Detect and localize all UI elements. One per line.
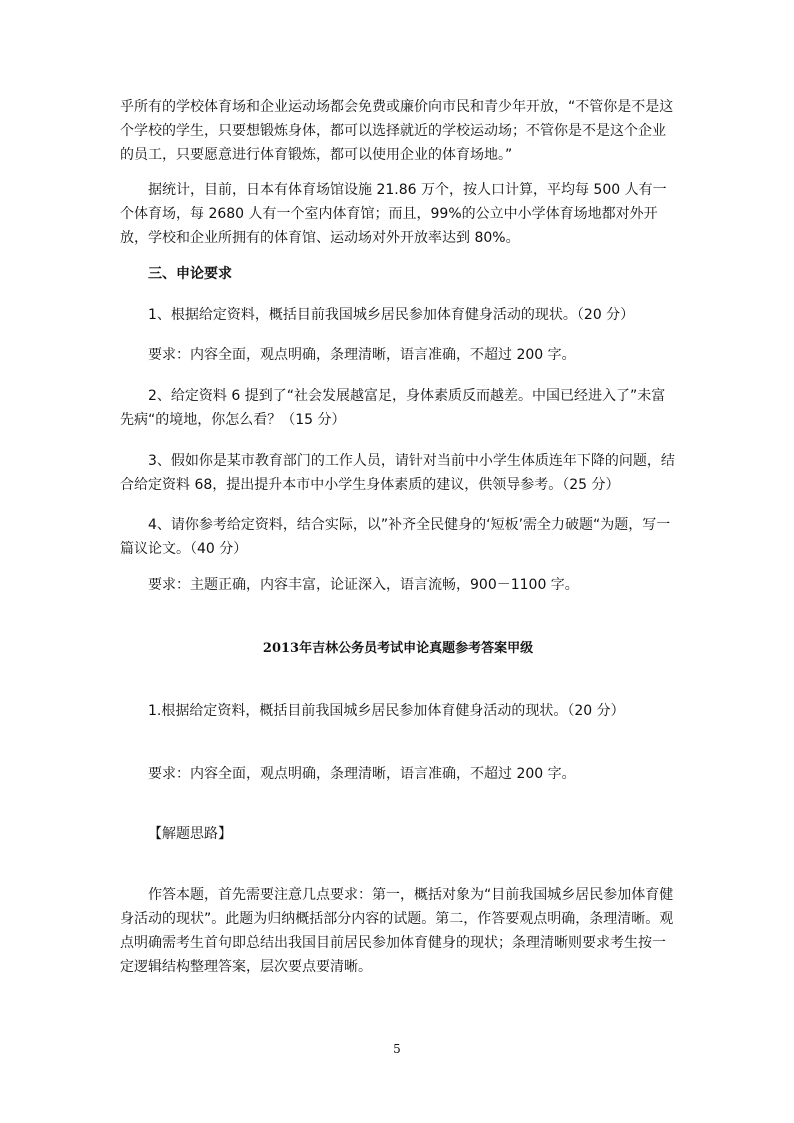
answer-question-1: 1.根据给定资料，概括目前我国城乡居民参加体育健身活动的现状。（20 分）: [148, 703, 625, 719]
question-2: 2、给定资料 6 提到了“社会发展越富足，身体素质反而越差。中国已经进入了”未富先病“的境地，你怎么看？（15 分）: [120, 388, 666, 428]
question-1-requirement: 要求：内容全面，观点明确，条理清晰，语言准确，不超过 200 字。: [148, 347, 576, 363]
question-1: 1、根据给定资料，概括目前我国城乡居民参加体育健身活动的现状。（20 分）: [148, 307, 635, 323]
page-number: 5: [393, 1042, 401, 1056]
answer-section-title: 2013年吉林公务员考试申论真题参考答案甲级: [262, 641, 534, 656]
question-3: 3、假如你是某市教育部门的工作人员，请针对当前中小学生体质连年下降的问题，结合给定资料 68，提出提升本市中小学生身体素质的建议，供领导参考。（25 分）: [120, 453, 675, 493]
answer-question-1-requirement: 要求：内容全面，观点明确，条理清晰，语言准确，不超过 200 字。: [148, 766, 576, 782]
solution-ideas-heading: 【解题思路】: [148, 826, 232, 842]
paragraph-sports-venues-open: 乎所有的学校体育场和企业运动场都会免费或廉价向市民和青少年开放，“不管你是不是这个学校的学生，只要想锻炼身体，都可以选择就近的学校运动场；不管你是不是这个企业的员工，只要愿意进行体育锻炼，都可以使用企业的体育场地。”: [120, 99, 674, 163]
solution-ideas-text: 作答本题，首先需要注意几点要求：第一，概括对象为“目前我国城乡居民参加体育健身活动的现状”。此题为归纳概括部分内容的试题。第二，作答要观点明确，条理清晰。观点明确需考生首句即总结出我国目前居民参加体育健身的现状；条理清晰则要求考生按一定逻辑结构整理答案，层次要点要清晰。: [120, 887, 674, 975]
section-heading-requirements: 三、申论要求: [148, 266, 232, 282]
paragraph-japan-statistics: 据统计，目前，日本有体育场馆设施 21.86 万个，按人口计算，平均每 500 人有一个体育场，每 2680 人有一个室内体育馆；而且，99%的公立中小学体育场地都对外开放，学校和企业所拥有的体育馆、运动场对外开放率达到 80%。: [120, 182, 667, 246]
question-4: 4、请你参考给定资料，结合实际，以”补齐全民健身的‘短板’需全力破题“为题，写一篇议论文。（40 分）: [120, 517, 671, 557]
question-4-requirement: 要求：主题正确，内容丰富，论证深入，语言流畅，900－1100 字。: [148, 577, 579, 593]
